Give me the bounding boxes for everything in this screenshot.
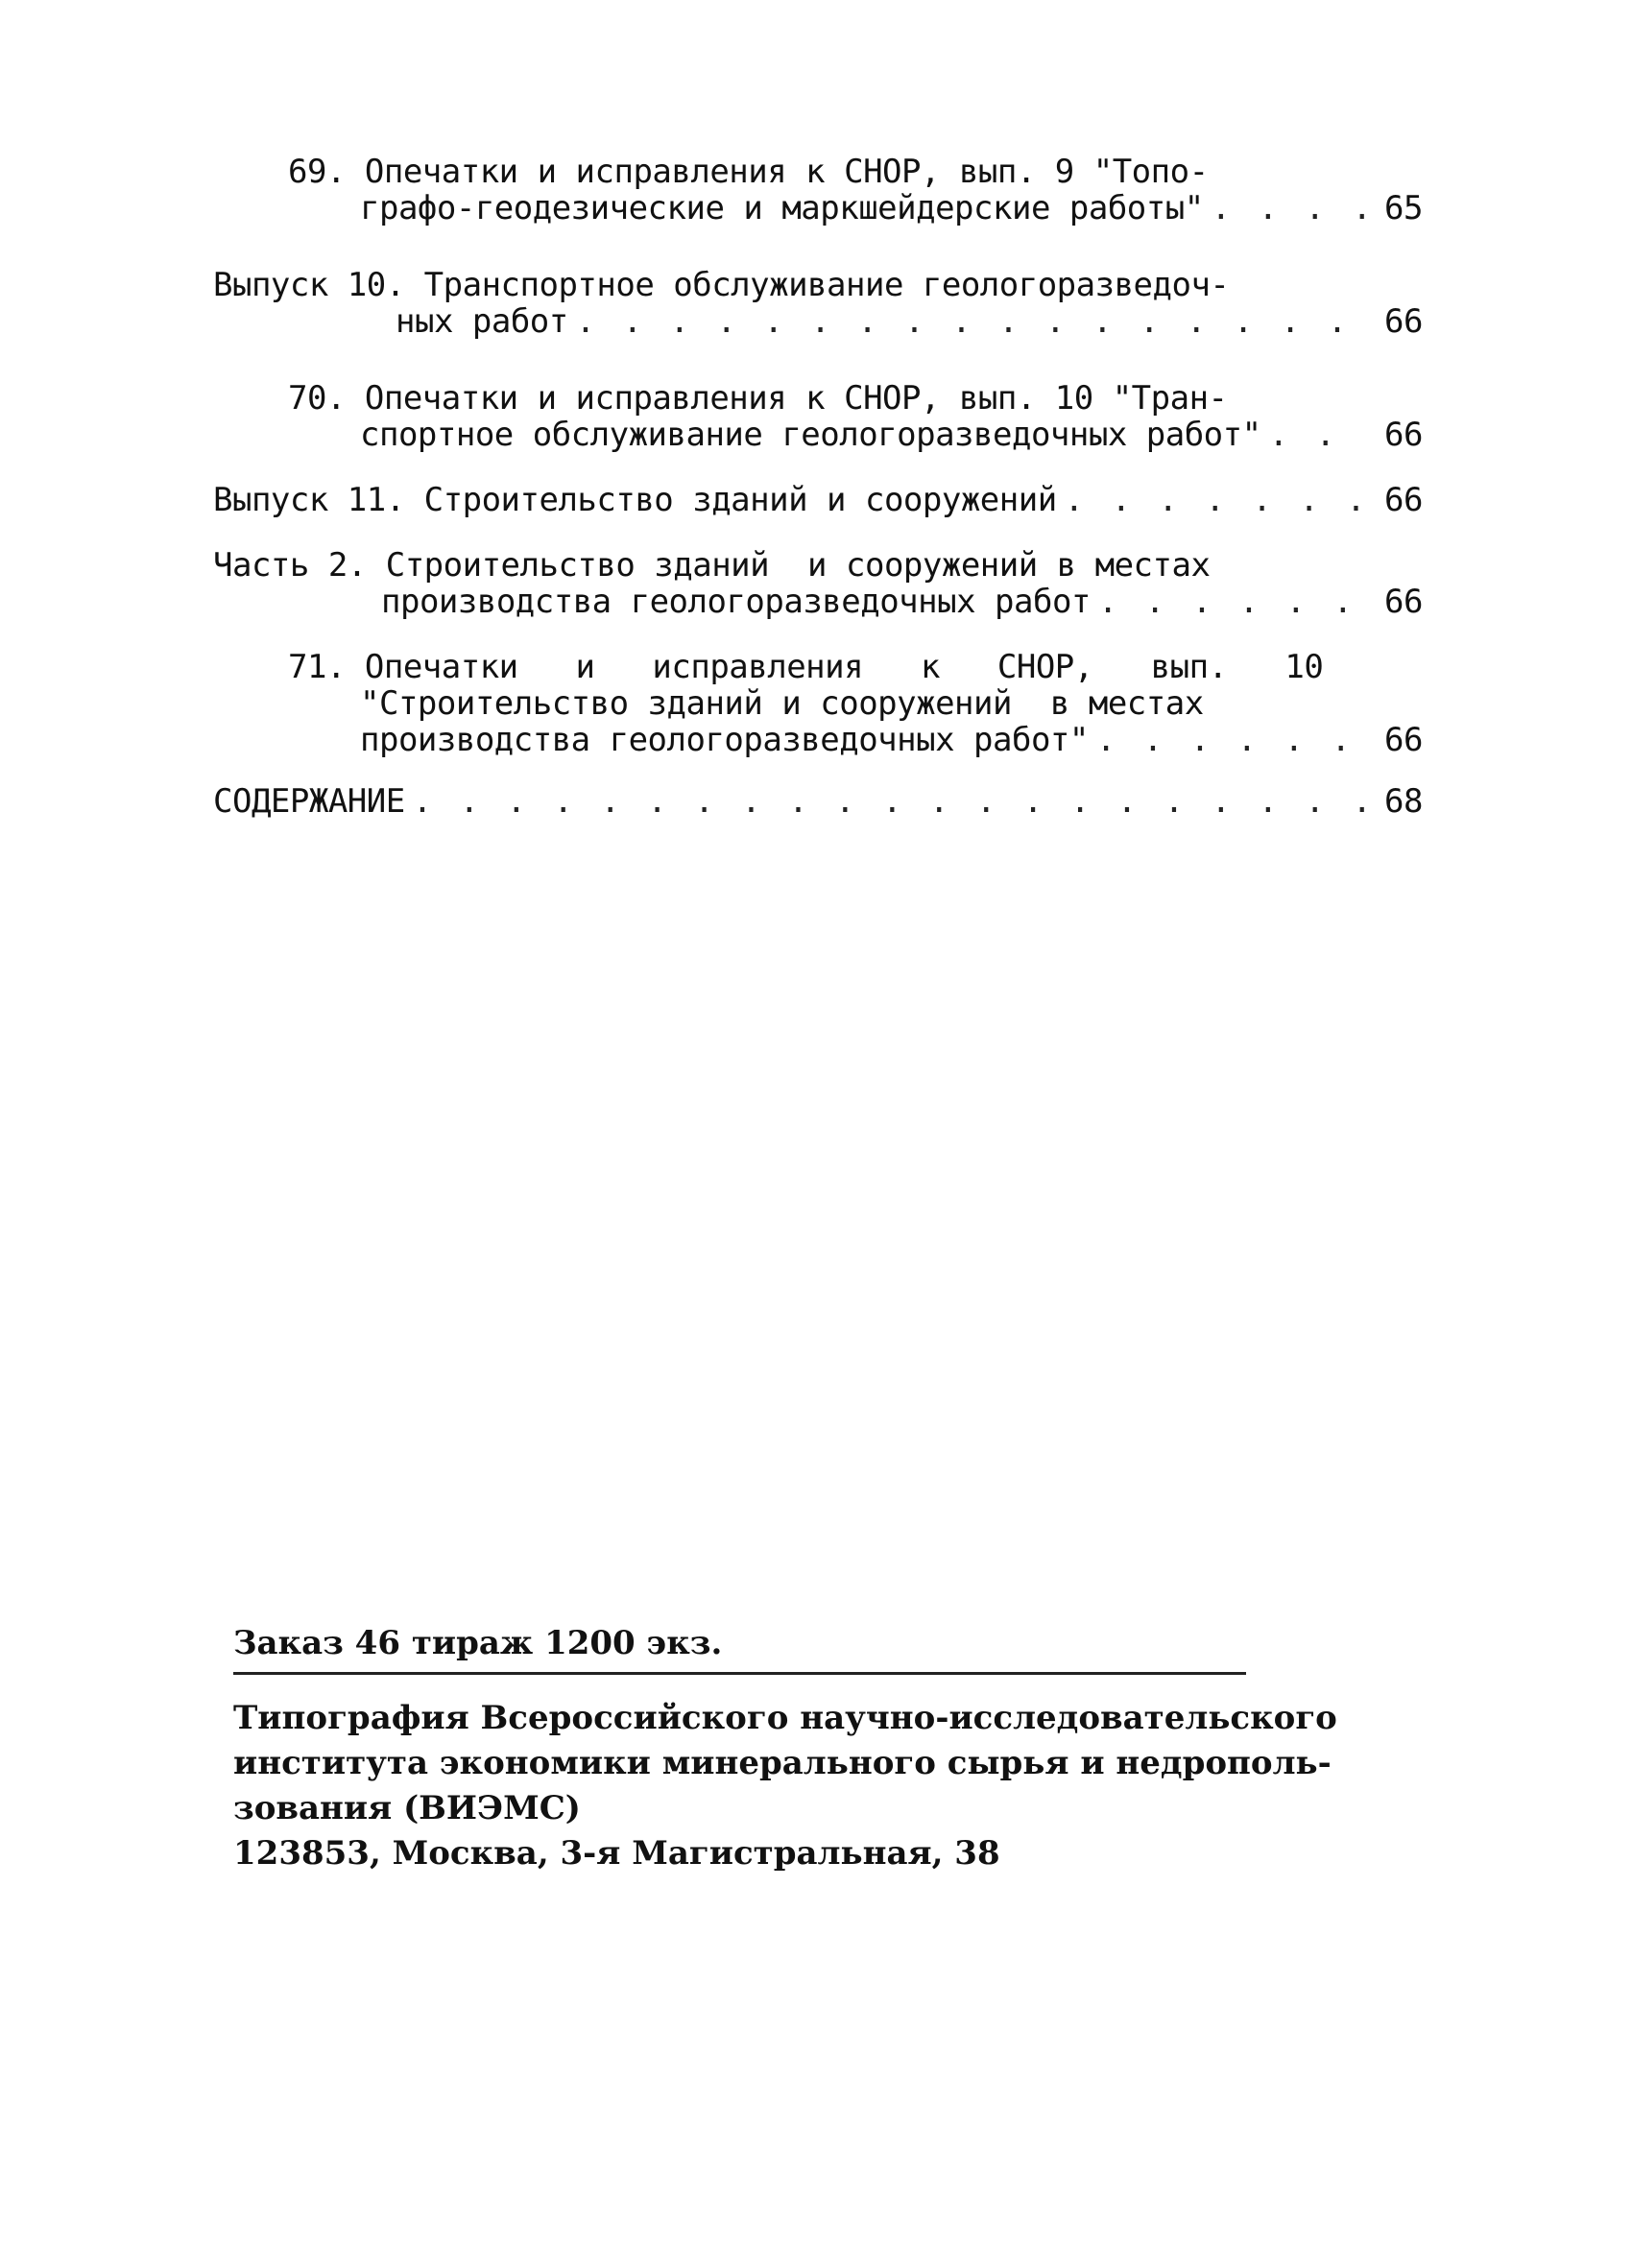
printer-line: зования (ВИЭМС): [233, 1789, 581, 1827]
toc-page-number: 66: [1384, 302, 1423, 341]
toc-entry: [213, 547, 1423, 620]
dot-leader: [1096, 722, 1369, 758]
printer-line: Типография Всероссийского научно-исследовательского: [233, 1699, 1337, 1737]
toc-entry-last-line: [288, 190, 1423, 227]
toc-entry-text: производства геологоразведочных работ: [381, 583, 1091, 621]
toc-page-number: 66: [1384, 481, 1423, 519]
toc-page-number: 68: [1384, 782, 1423, 821]
toc-entry-text: производства геологоразведочных работ": [360, 721, 1089, 759]
toc-entry-last-line: [213, 584, 1423, 620]
toc-page-number: 66: [1384, 721, 1423, 759]
toc-entry: [288, 380, 1423, 453]
dot-leader: [1269, 417, 1369, 453]
toc-entry-line: Выпуск 10. Транспортное обслуживание геологоразведоч-: [213, 266, 1230, 304]
toc-entry-text: СОДЕРЖАНИЕ: [213, 782, 405, 821]
toc-entry-text: Выпуск 11. Строительство зданий и сооружений: [213, 481, 1057, 519]
imprint-block: [233, 1622, 1337, 1876]
toc-entry-line: 69. Опечатки и исправления к СНОР, вып. 9 "Топо-: [288, 153, 1209, 191]
table-of-contents: [213, 154, 1423, 820]
toc-entry-line: Часть 2. Строительство зданий и сооружений в местах: [213, 546, 1211, 585]
divider: [233, 1672, 1246, 1675]
toc-entry-line: 70. Опечатки и исправления к СНОР, вып. 10 "Тран-: [288, 379, 1228, 418]
toc-page-number: 65: [1384, 189, 1423, 227]
toc-entry-line: 71. Опечатки и исправления к СНОР, вып. 10: [288, 648, 1324, 686]
toc-entry-last-line: [288, 722, 1423, 758]
toc-page-number: 66: [1384, 583, 1423, 621]
toc-entry-text: спортное обслуживание геологоразведочных работ": [360, 416, 1261, 454]
toc-entry: [213, 783, 1423, 820]
dot-leader: [413, 783, 1369, 820]
toc-entry-text: ных работ: [396, 302, 568, 341]
toc-page-number: 66: [1384, 416, 1423, 454]
dot-leader: [1065, 482, 1369, 518]
toc-entry: [288, 154, 1423, 227]
toc-entry-last-line: [288, 417, 1423, 453]
dot-leader: [1212, 190, 1369, 227]
order-line: Заказ 46 тираж 1200 экз.: [233, 1624, 723, 1662]
toc-entry: [213, 482, 1423, 518]
dot-leader: [576, 303, 1369, 340]
toc-entry-text: графо-геодезические и маркшейдерские работы": [360, 189, 1204, 227]
toc-entry-line: "Строительство зданий и сооружений в местах: [360, 684, 1204, 723]
toc-entry-last-line: [213, 783, 1423, 820]
printer-address: 123853, Москва, 3-я Магистральная, 38: [233, 1834, 1000, 1873]
toc-entry-last-line: [213, 482, 1423, 518]
toc-entry: [213, 267, 1423, 340]
toc-entry-last-line: [213, 303, 1423, 340]
dot-leader: [1098, 584, 1369, 620]
printer-line: института экономики минерального сырья и недрополь-: [233, 1744, 1332, 1782]
toc-entry: [288, 649, 1423, 758]
